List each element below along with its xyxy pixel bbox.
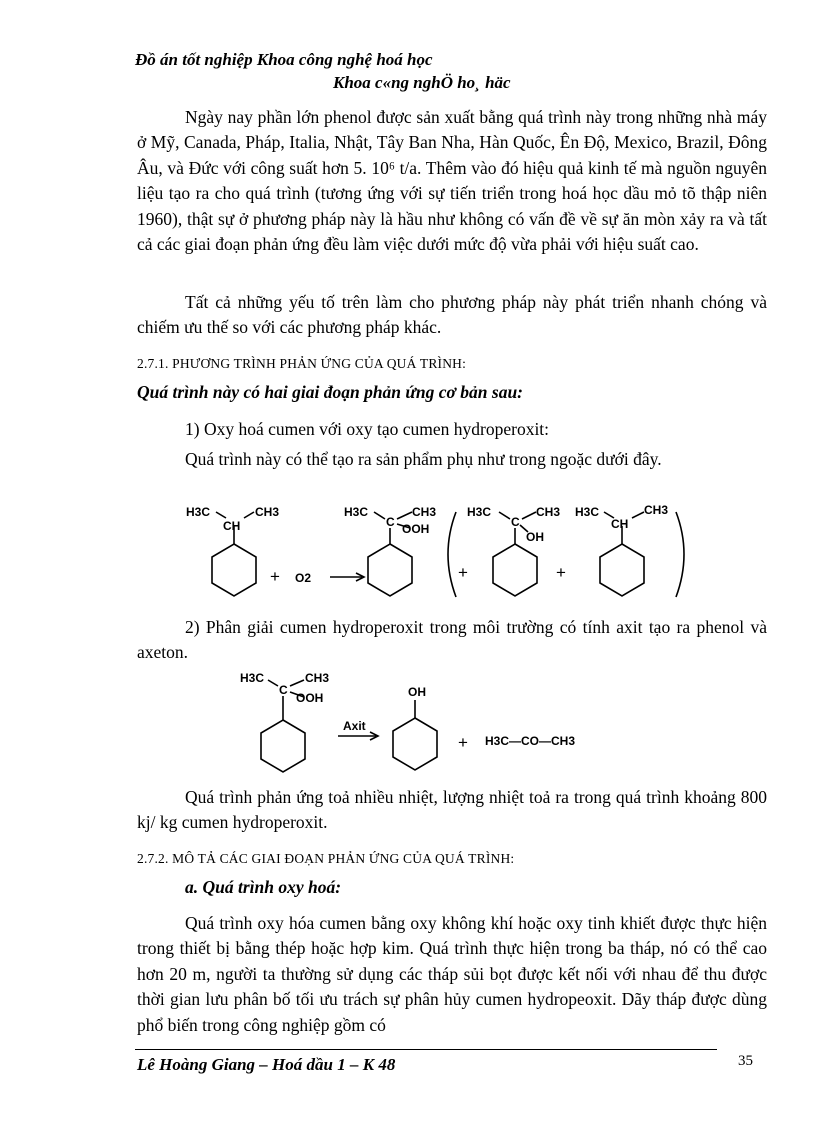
reaction-1-scheme — [170, 492, 700, 612]
carbon-label: C — [511, 515, 520, 529]
ch3-label: CH3 — [536, 505, 561, 519]
carbon-label: C — [279, 683, 288, 697]
benzene-ring — [368, 544, 412, 596]
h3c-label: H3C — [467, 505, 492, 519]
reaction-2-scheme — [230, 664, 630, 779]
header-subtitle: Khoa c«ng nghÖ ho¸ häc — [333, 73, 511, 92]
paragraph-advantage: Tất cả những yếu tố trên làm cho phương pháp này phát triển nhanh chóng và chiếm ưu thế so với các phương pháp khác. — [137, 292, 767, 338]
plus-sign: + — [556, 563, 566, 582]
benzene-ring — [600, 544, 644, 596]
h3c-label: H3C — [186, 505, 211, 519]
carbon-label: C — [386, 515, 395, 529]
acetone-label: H3C—CO—CH3 — [485, 734, 576, 748]
ooh-label: OOH — [296, 691, 324, 705]
ooh-label: OOH — [402, 522, 430, 536]
step-1-text: 1) Oxy hoá cumen với oxy tạo cumen hydroperoxit: — [185, 419, 550, 439]
step-1-note: Quá trình này có thể tạo ra sản phẩm phụ như trong ngoặc dưới đây. — [185, 449, 662, 469]
oh-label: OH — [408, 685, 426, 699]
h3c-label: H3C — [344, 505, 369, 519]
section-heading-2-7-1: 2.7.1. PHƯƠNG TRÌNH PHẢN ỨNG CỦA QUÁ TRÌNH: — [137, 356, 467, 371]
oh-label: OH — [526, 530, 544, 544]
ch3-label: CH3 — [412, 505, 437, 519]
plus-sign: + — [458, 563, 468, 582]
benzene-ring — [393, 718, 437, 770]
header-title: Đồ án tốt nghiệp Khoa công nghệ hoá học — [135, 50, 433, 69]
ch-label: CH — [611, 517, 629, 531]
paragraph-oxidation: Quá trình oxy hóa cumen bằng oxy không khí hoặc oxy tinh khiết được thực hiện trong thiết bị bằng thép hoặc hợp kim. Quá trình thực hiện trong ba tháp, nó có thể cao hơn 20 m, người ta thường sử dụng các tháp sủi bọt được kết nối với nhau để thu được thời gian lưu phân bố tối ưu trách sự phân hủy cumen hydropeoxit. Dãy tháp được dùng phổ biến trong công nghiệp gồm có — [137, 913, 767, 1035]
ch3-label: CH3 — [255, 505, 280, 519]
benzene-ring — [212, 544, 256, 596]
ch3-label: CH3 — [644, 503, 669, 517]
plus-sign: + — [270, 567, 280, 586]
bracket-open — [448, 512, 456, 597]
h3c-label: H3C — [575, 505, 600, 519]
footer-rule — [135, 1049, 717, 1050]
paragraph-intro: Ngày nay phần lớn phenol được sản xuất bằng quá trình này trong những nhà máy ở Mỹ, Canada, Pháp, Italia, Nhật, Tây Ban Nha, Hàn Quốc, Ên Độ, Mexico, Brazil, Đông Âu, và Đức với công suất hơn 5. 10⁶ t/a. Thêm vào đó hiệu quả kinh tế mà nguồn nguyên liệu tạo ra cho quá trình (tương ứng với sự tiến triển trong hoá học dầu mỏ tõ thập niên 1960), thật sự ở phương pháp này là hầu như không có vấn đề về sự ăn mòn xảy ra và tất cả các giai đoạn phản ứng đều làm việc dưới mức độ vừa phải với hiệu suất cao. — [137, 107, 767, 255]
o2-label: O2 — [295, 571, 312, 585]
page-number: 35 — [738, 1053, 753, 1069]
ch3-label: CH3 — [305, 671, 330, 685]
footer-author: Lê Hoàng Giang – Hoá dầu 1 – K 48 — [137, 1055, 396, 1074]
subsection-oxidation: a. Quá trình oxy hoá: — [185, 877, 342, 897]
section-heading-2-7-2: 2.7.2. MÔ TẢ CÁC GIAI ĐOẠN PHẢN ỨNG CỦA QUÁ TRÌNH: — [137, 851, 515, 866]
step-2-text: 2) Phân giải cumen hydroperoxit trong môi trường có tính axit tạo ra phenol và axeton. — [137, 617, 767, 663]
ch-label: CH — [223, 519, 241, 533]
plus-sign: + — [458, 733, 468, 752]
h3c-label: H3C — [240, 671, 265, 685]
bracket-close — [676, 512, 684, 597]
acid-catalyst-label: Axit — [343, 719, 366, 733]
paragraph-heat: Quá trình phản ứng toả nhiều nhiệt, lượng nhiệt toả ra trong quá trình khoảng 800 kj/ kg cumen hydroperoxit. — [137, 787, 767, 833]
benzene-ring — [261, 720, 305, 772]
benzene-ring — [493, 544, 537, 596]
section-subheading-stages: Quá trình này có hai giai đoạn phản ứng cơ bản sau: — [137, 382, 524, 402]
